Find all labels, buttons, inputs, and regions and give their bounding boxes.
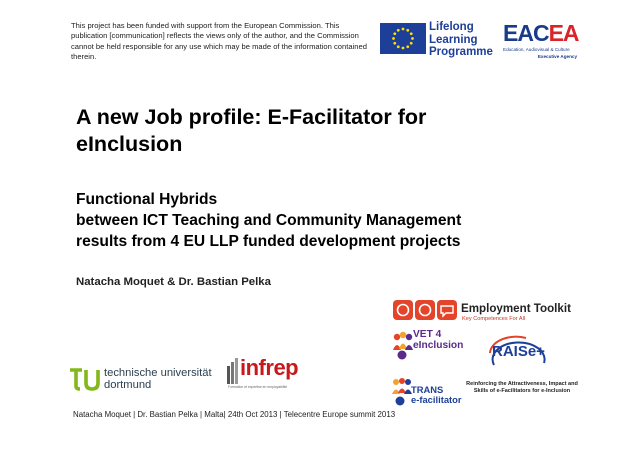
subtitle-line-1: Functional Hybrids	[76, 191, 218, 208]
eu-star	[406, 29, 409, 32]
eacea-logo	[503, 20, 577, 64]
authors: Natacha Moquet & Dr. Bastian Pelka	[76, 276, 271, 288]
raise-logo-text: RAISe+	[492, 343, 545, 360]
eu-star	[402, 28, 405, 31]
people-group-icon	[392, 330, 414, 360]
eu-flag-icon	[380, 23, 426, 54]
eu-star	[406, 45, 409, 48]
tu-dortmund-text: technische universität dortmund	[104, 367, 212, 392]
trans-efacilitator-text: TRANS e-facilitator	[411, 384, 462, 405]
eu-star	[402, 47, 405, 50]
infrep-logo-text: infrep	[240, 355, 299, 380]
eu-disclaimer: This project has been funded with support from the European Commission. This publication [communication] reflects the views only of the author, and the Commission cannot be held responsible for any use which may be made of the information contained therein.	[71, 21, 367, 62]
eu-star	[392, 37, 395, 40]
eacea-letters-1: EAC	[503, 20, 549, 46]
employment-toolkit-icons	[393, 300, 457, 322]
vet4einclusion-text: VET 4 eInclusion	[413, 329, 464, 351]
employment-toolkit-subtitle: Key Competences For All	[462, 316, 526, 322]
llp-logo-text: Lifelong Learning Programme	[429, 21, 493, 58]
eu-star	[393, 32, 396, 35]
subtitle-line-2: between ICT Teaching and Community Management	[76, 212, 462, 229]
eacea-subtitle-2: Executive Agency	[537, 53, 577, 59]
eu-star	[397, 29, 400, 32]
footer-text: Natacha Moquet | Dr. Bastian Pelka | Malta| 24th Oct 2013 | Telecentre Europe summit 2013	[73, 410, 396, 419]
infrep-bars-icon	[227, 358, 239, 384]
eu-star	[411, 37, 414, 40]
raise-description: Reinforcing the Attractiveness, Impact and Skills of e-Facilitators for e-Inclusion	[466, 381, 578, 395]
slide-title: A new Job profile: E-Facilitator for eInclusion	[76, 105, 427, 156]
eacea-subtitle-1: Education, Audiovisual & Culture	[503, 47, 570, 52]
subtitle-line-3: results from 4 EU LLP funded development projects	[76, 233, 461, 250]
employment-toolkit-title: Employment Toolkit	[461, 302, 571, 315]
infrep-logo-subtitle: Formation et expertise en employabilité	[228, 385, 288, 389]
people-group-icon	[391, 376, 413, 406]
eu-star	[397, 45, 400, 48]
eu-star	[410, 42, 413, 45]
tu-logo-icon	[69, 367, 101, 391]
eu-star	[410, 32, 413, 35]
eu-star	[393, 42, 396, 45]
slide-subtitle	[76, 189, 556, 252]
eacea-letters-2: EA	[548, 20, 579, 46]
